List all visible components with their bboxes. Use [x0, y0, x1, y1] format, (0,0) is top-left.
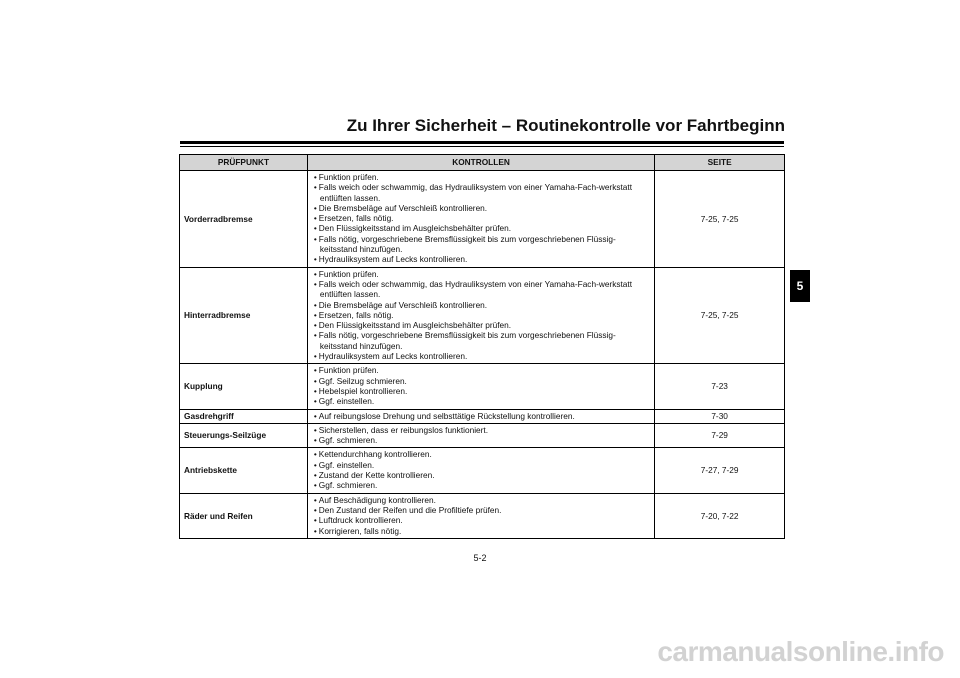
check-list-item: • Ggf. Seilzug schmieren. [312, 376, 650, 386]
check-list-item: • Ggf. schmieren. [312, 435, 650, 445]
check-item: Hinterradbremse [180, 267, 308, 364]
check-list-item: • Funktion prüfen. [312, 365, 650, 375]
check-list-item: • Den Zustand der Reifen und die Profiltiefe prüfen. [312, 505, 650, 515]
check-instructions [307, 423, 654, 448]
table-row [180, 448, 785, 493]
check-list [312, 268, 650, 364]
check-list-item: • Auf Beschädigung kontrollieren. [312, 495, 650, 505]
table-header-row [180, 155, 785, 171]
check-list-item: • Zustand der Kette kontrollieren. [312, 470, 650, 480]
check-list-item: • Ggf. einstellen. [312, 460, 650, 470]
check-list-item: • Hydrauliksystem auf Lecks kontrollieren. [312, 351, 650, 361]
page-reference: 7-29 [655, 423, 785, 448]
check-list-item: • Ersetzen, falls nötig. [312, 310, 650, 320]
table-row [180, 409, 785, 423]
check-list [312, 448, 650, 492]
table-row [180, 267, 785, 364]
check-item: Steuerungs-Seilzüge [180, 423, 308, 448]
check-instructions [307, 409, 654, 423]
check-list-item: • Ersetzen, falls nötig. [312, 213, 650, 223]
check-list [312, 364, 650, 408]
check-instructions [307, 448, 654, 493]
check-list-item: • Auf reibungslose Drehung und selbsttätige Rückstellung kontrollieren. [312, 411, 650, 421]
check-list-item: • Die Bremsbeläge auf Verschleiß kontrollieren. [312, 300, 650, 310]
check-list-item: • Falls nötig, vorgeschriebene Bremsflüssigkeit bis zum vorgeschriebenen Flüssig-keitsstand hinzufügen. [312, 330, 650, 351]
title-rule [180, 141, 784, 144]
check-instructions [307, 364, 654, 409]
check-item: Gasdrehgriff [180, 409, 308, 423]
page-reference: 7-25, 7-25 [655, 267, 785, 364]
check-instructions [307, 493, 654, 538]
check-list [312, 171, 650, 267]
check-list [312, 410, 650, 423]
table-body [180, 171, 785, 539]
check-instructions [307, 267, 654, 364]
watermark: carmanualsonline.info [657, 636, 944, 667]
table-row [180, 423, 785, 448]
check-list-item: • Hydrauliksystem auf Lecks kontrollieren. [312, 254, 650, 264]
page-reference: 7-30 [655, 409, 785, 423]
check-item: Vorderradbremse [180, 171, 308, 268]
page-number: 5-2 [473, 553, 487, 563]
check-list-item: • Funktion prüfen. [312, 269, 650, 279]
page-reference: 7-20, 7-22 [655, 493, 785, 538]
check-list-item: • Sicherstellen, dass er reibungslos funktioniert. [312, 425, 650, 435]
check-list [312, 424, 650, 448]
check-list-item: • Korrigieren, falls nötig. [312, 526, 650, 536]
check-item: Räder und Reifen [180, 493, 308, 538]
column-header-page: SEITE [655, 155, 785, 171]
page-reference: 7-25, 7-25 [655, 171, 785, 268]
check-item: Kupplung [180, 364, 308, 409]
check-list-item: • Luftdruck kontrollieren. [312, 515, 650, 525]
page-reference: 7-27, 7-29 [655, 448, 785, 493]
check-list-item: • Den Flüssigkeitsstand im Ausgleichsbehälter prüfen. [312, 320, 650, 330]
column-header-checks: KONTROLLEN [307, 155, 654, 171]
check-list-item: • Falls weich oder schwammig, das Hydrauliksystem von einer Yamaha-Fach-werkstatt entlüften lassen. [312, 279, 650, 300]
check-instructions [307, 171, 654, 268]
checklist-table [179, 154, 785, 539]
table-row [180, 493, 785, 538]
check-list-item: • Falls weich oder schwammig, das Hydrauliksystem von einer Yamaha-Fach-werkstatt entlüften lassen. [312, 182, 650, 203]
page-reference: 7-23 [655, 364, 785, 409]
check-list [312, 494, 650, 538]
title-rule-thin [180, 146, 784, 147]
check-list-item: • Kettendurchhang kontrollieren. [312, 449, 650, 459]
check-list-item: • Hebelspiel kontrollieren. [312, 386, 650, 396]
check-list-item: • Funktion prüfen. [312, 172, 650, 182]
chapter-tab: 5 [790, 270, 810, 302]
check-list-item: • Falls nötig, vorgeschriebene Bremsflüssigkeit bis zum vorgeschriebenen Flüssig-keitsstand hinzufügen. [312, 234, 650, 255]
page-title: Zu Ihrer Sicherheit – Routinekontrolle vor Fahrtbeginn [346, 116, 785, 135]
check-list-item: • Die Bremsbeläge auf Verschleiß kontrollieren. [312, 203, 650, 213]
table-row [180, 171, 785, 268]
check-item: Antriebskette [180, 448, 308, 493]
check-list-item: • Ggf. schmieren. [312, 480, 650, 490]
table-row [180, 364, 785, 409]
column-header-item: PRÜFPUNKT [180, 155, 308, 171]
check-list-item: • Den Flüssigkeitsstand im Ausgleichsbehälter prüfen. [312, 223, 650, 233]
check-list-item: • Ggf. einstellen. [312, 396, 650, 406]
